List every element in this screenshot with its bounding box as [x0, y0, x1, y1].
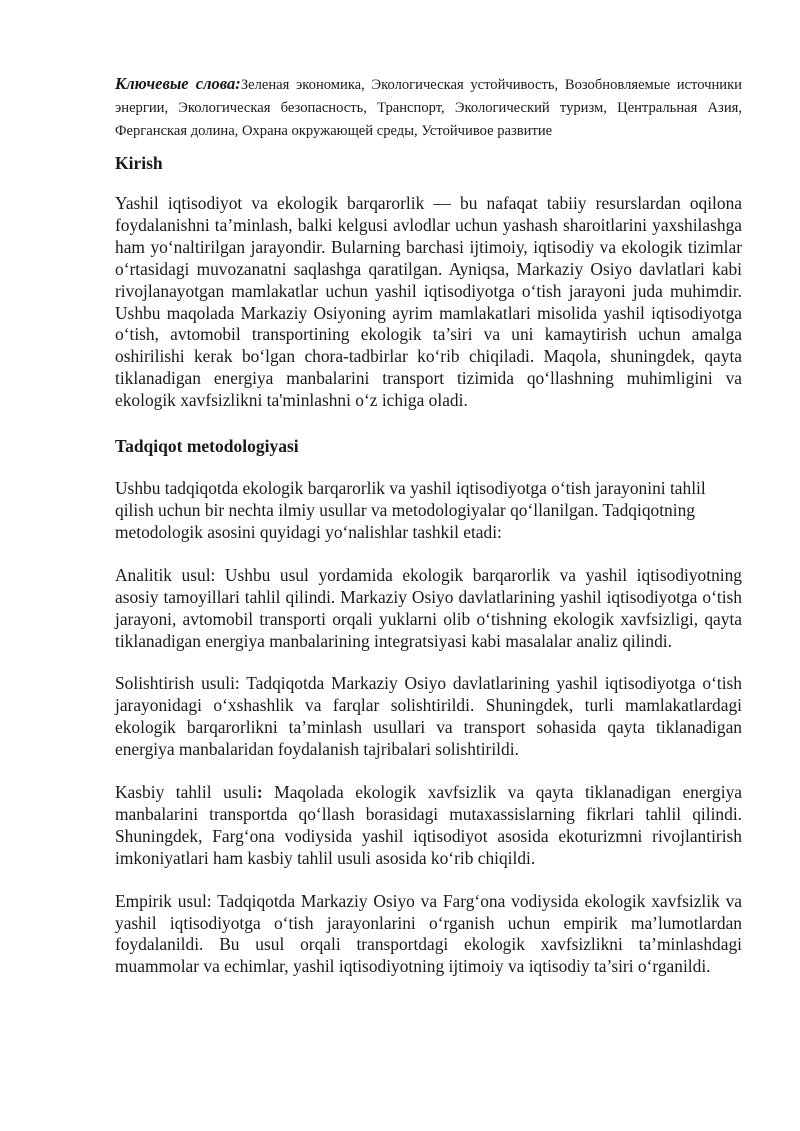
- intro-heading: Kirish: [115, 153, 163, 173]
- analytic-method-text: Ushbu usul yordamida ekologik barqarorlik va yashil iqtisodiyotning asosiy tamoyillari tahlil qilindi. Markaziy Osiyo davlatlarining yashil iqtisodiyotga o‘tish jarayoni, avtomobil transporti orqali yuklarni olib o‘tishning ekologik xavfsizligi, qayta tiklanadigan energiya manbalarining integratsiyasi kabi masalalar analiz qilindi.: [115, 564, 742, 651]
- comparative-method-term: Solishtirish usuli:: [115, 673, 240, 694]
- keywords-label: Ключевые слова:: [115, 74, 241, 93]
- expert-method-colon: :: [256, 782, 263, 803]
- keywords-paragraph: [115, 72, 742, 143]
- document-page: [115, 72, 742, 978]
- methodology-heading: Tadqiqot metodologiyasi: [115, 436, 299, 457]
- empirical-method-text: Tadqiqotda Markaziy Osiyo va Farg‘ona vodiysida ekologik xavfsizlik va yashil iqtisodiyotga o‘tish jarayonlarini o‘rganish uchun empirik ma’lumotlardan foydalanildi. Bu usul orqali transportdagi ekologik xavfsizlikni ta’minlashdagi muammolar va echimlar, yashil iqtisodiyotning ijtimoiy va iqtisodiy ta’siri o‘rganildi.: [115, 890, 742, 977]
- keywords-text: Зеленая экономика, Экологическая устойчивость, Возобновляемые источники энергии, Экологическая безопасность, Транспорт, Экологический туризм, Центральная Азия, Ферганская долина, Охрана окружающей среды, Устойчивое развитие: [115, 77, 742, 139]
- comparative-method-paragraph: [115, 673, 742, 761]
- analytic-method-paragraph: [115, 565, 742, 653]
- analytic-method-term: Analitik usul:: [115, 564, 216, 585]
- methodology-intro-paragraph: Ushbu tadqiqotda ekologik barqarorlik va yashil iqtisodiyotga o‘tish jarayonini tahlil qilish uchun bir nechta ilmiy usullar va metodologiyalar qo‘llanilgan. Tadqiqotning metodologik asosini quyidagi yo‘nalishlar tashkil etadi:: [115, 478, 706, 542]
- expert-method-paragraph: [115, 782, 742, 870]
- empirical-method-term: Empirik usul:: [115, 890, 212, 911]
- expert-method-term: Kasbiy tahlil usuli: [115, 782, 257, 803]
- intro-paragraph: Yashil iqtisodiyot va ekologik barqarorlik — bu nafaqat tabiiy resurslardan oqilona foydalanishni ta’minlash, balki kelgusi avlodlar uchun yashash sharoitlarini yaxshilashga ham yo‘naltirilgan jarayondir. Bularning barchasi ijtimoiy, iqtisodiy va ekologik tizimlar o‘rtasidagi muvozanatni saqlashga qaratilgan. Ayniqsa, Markaziy Osiyo davlatlari kabi rivojlanayotgan mamlakatlar uchun yashil iqtisodiyotga o‘tish jarayoni juda muhimdir. Ushbu maqolada Markaziy Osiyoning ayrim mamlakatlari misolida yashil iqtisodiyotga o‘tish, avtomobil transportining ekologik ta’siri va uni kamaytirish uchun amalga oshirilishi kerak bo‘lgan chora-tadbirlar ko‘rib chiqiladi. Maqola, shuningdek, qayta tiklanadigan energiya manbalarini transport tizimida qo‘llashning muhimligini va ekologik xavfsizlikni ta'minlashni o‘z ichiga oladi.: [115, 193, 742, 411]
- comparative-method-text: Tadqiqotda Markaziy Osiyo davlatlarining yashil iqtisodiyotga o‘tish jarayonidagi o‘xshashlik va farqlar solishtirildi. Shuningdek, turli mamlakatlardagi ekologik barqarorlikni ta’minlash usullari va transport sohasida qayta tiklanadigan energiya manbalaridan foydalanish tajribalari solishtirildi.: [115, 673, 742, 760]
- expert-method-text: Maqolada ekologik xavfsizlik va qayta tiklanadigan energiya manbalarini transportda qo‘llash borasidagi mutaxassislarning fikrlari tahlil qilindi. Shuningdek, Farg‘ona vodiysida yashil iqtisodiyot asosida ekoturizmni rivojlantirish imkoniyatlari ham kasbiy tahlil usuli asosida ko‘rib chiqildi.: [115, 782, 742, 868]
- empirical-method-paragraph: [115, 891, 742, 979]
